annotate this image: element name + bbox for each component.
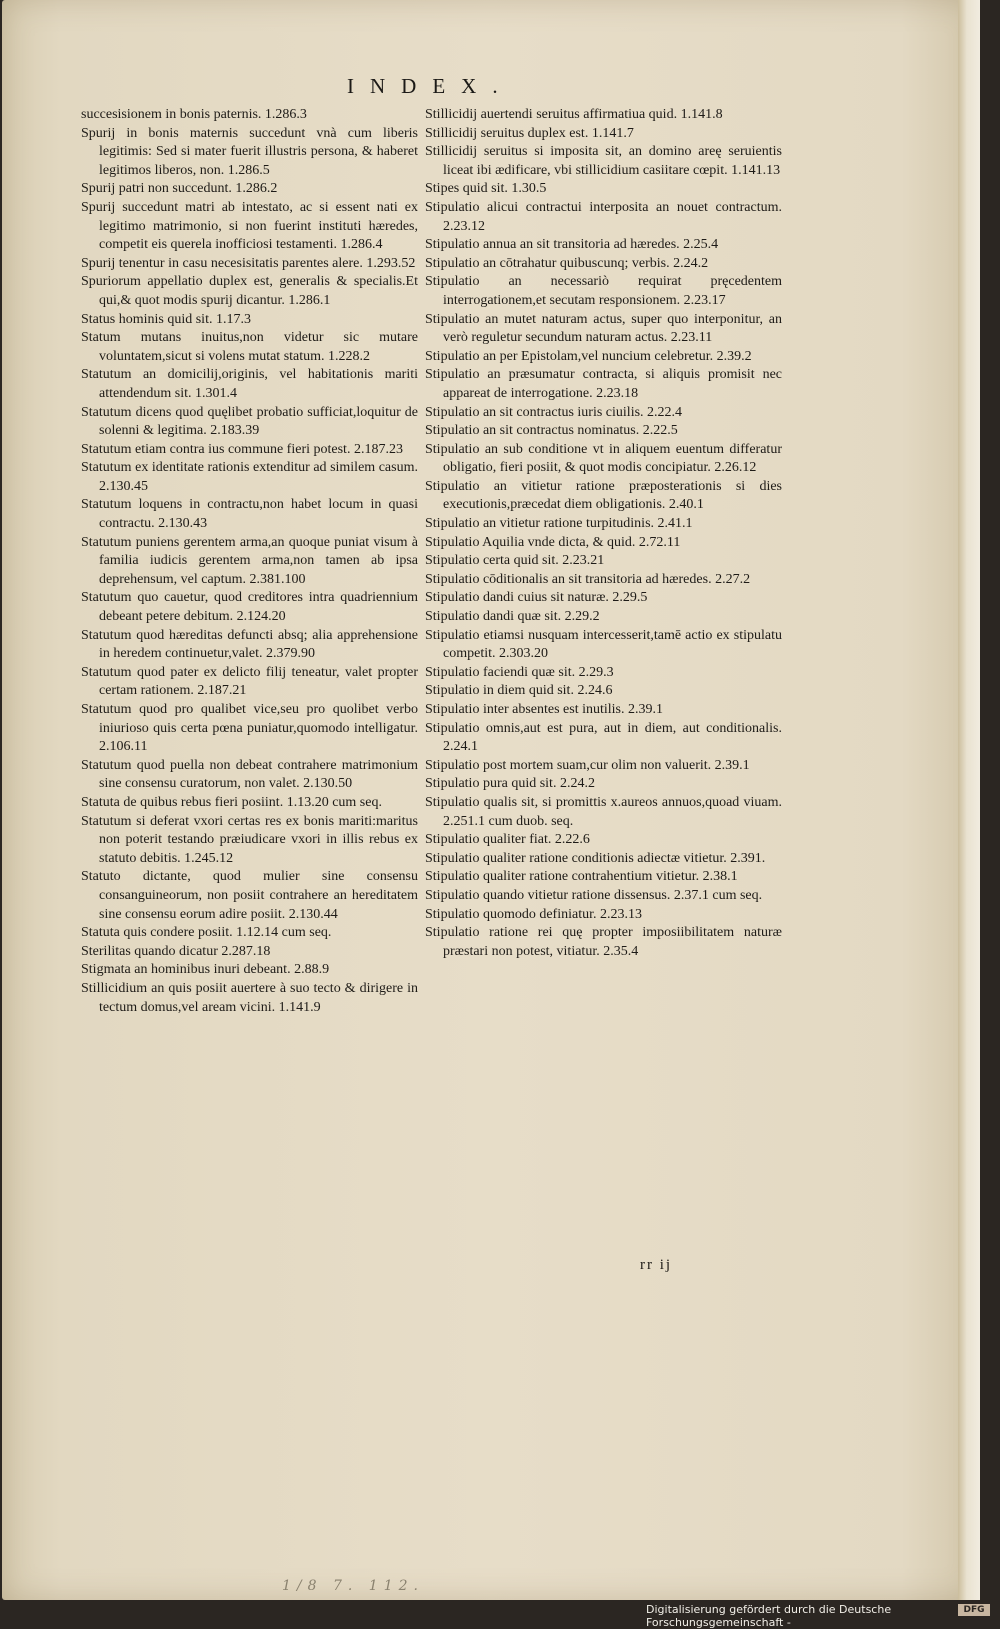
index-entry: Stipulatio Aquilia vnde dicta, & quid. 2.72.11 (425, 534, 681, 550)
index-entry: Stipulatio post mortem suam,cur olim non valuerit. 2.39.1 (425, 757, 750, 773)
index-entry: Statuta de quibus rebus fieri posiint. 1.13.20 cum seq. (81, 794, 382, 810)
index-entry: Stillicidij seruitus duplex est. 1.141.7 (425, 125, 634, 141)
index-entry: Statutum dicens quod quęlibet probatio sufficiat,loquitur de solenni & legitima. 2.183.39 (81, 404, 418, 439)
index-entry: Stipulatio an mutet naturam actus, super quo interponitur, an verò reguletur secundum naturam actus. 2.23.11 (425, 311, 782, 346)
index-entry: Statutum etiam contra ius commune fieri potest. 2.187.23 (81, 441, 403, 457)
index-entry: Statutum quod pro qualibet vice,seu pro quolibet verbo iniurioso quis certa pœna puniatur,quomodo intelligatur. 2.106.11 (81, 702, 418, 755)
digitization-credit: Digitalisierung gefördert durch die Deutsche Forschungsgemeinschaft - (646, 1603, 892, 1629)
index-entry: Stipulatio an necessariò requirat pręcedentem interrogationem,et secutam responsionem. 2.23.17 (425, 274, 782, 308)
index-entry: Stillicidij seruitus si imposita sit, an domino areę seruientis liceat ibi ædificare, vbi stillicidium casiitare cœpit. 1.141.13 (425, 144, 782, 178)
index-entry: Stipulatio qualiter fiat. 2.22.6 (425, 832, 590, 848)
index-entry: Statutum quod pater ex delicto filij teneatur, valet propter certam rationem. 2.187.21 (81, 664, 418, 699)
index-entry: Stillicidij auertendi seruitus affirmatiua quid. 1.141.8 (425, 107, 723, 122)
index-entry: Statutum loquens in contractu,non habet locum in quasi contractu. 2.130.43 (81, 497, 418, 532)
index-entry: Stipes quid sit. 1.30.5 (425, 181, 547, 197)
index-entry: Stipulatio an sub conditione vt in aliquem euentum differatur obligatio, fieri posiit, & quot modis concipiatur. 2.26.12 (425, 441, 782, 476)
index-entry: Stipulatio an præsumatur contracta, si aliquis promisit nec appareat de interrogatione. 2.23.18 (425, 367, 782, 401)
index-entry: Stipulatio certa quid sit. 2.23.21 (425, 553, 605, 569)
index-entry: Spuriorum appellatio duplex est, generalis & specialis.Et qui,& quot modis spurij dicantur. 1.286.1 (81, 274, 418, 308)
signature-mark: rr ij (640, 1257, 673, 1273)
index-entry: Stipulatio cōditionalis an sit transitoria ad hæredes. 2.27.2 (425, 571, 751, 587)
index-entry: Stipulatio dandi quæ sit. 2.29.2 (425, 609, 600, 625)
index-entry: Stipulatio qualiter ratione contrahentium vitietur. 2.38.1 (425, 869, 738, 885)
index-entry: Stipulatio alicui contractui interposita an nouet contractum. 2.23.12 (425, 199, 782, 234)
index-entry: Stigmata an hominibus inuri debeant. 2.88.9 (81, 962, 330, 978)
index-entry: Sterilitas quando dicatur 2.287.18 (81, 943, 271, 959)
index-entry: Spurij succedunt matri ab intestato, ac si essent nati ex legitimo matrimonio, si non fuerint instituti hæredes, competit eis querela inofficiosi testamenti. 1.286.4 (81, 199, 418, 253)
index-entry: Statutum si deferat vxori certas res ex bonis mariti:maritus non poterit testando præiudicare vxori in illis rebus ex statuto debitis. 1.245.12 (81, 813, 418, 866)
index-column-left (81, 106, 418, 1017)
index-entry: Stipulatio quomodo definiatur. 2.23.13 (425, 906, 642, 922)
index-entry: succesisionem in bonis paternis. 1.286.3 (81, 107, 307, 122)
index-entry: Stipulatio an sit contractus nominatus. 2.22.5 (425, 423, 678, 439)
index-entry: Stillicidium an quis posiit auertere à suo tecto & dirigere in tectum domus,vel aream vicini. 1.141.9 (81, 980, 418, 1015)
index-entry: Statutum puniens gerentem arma,an quoque puniat visum à familia iudicis gerentem arma,non tamen ab ipsa deprehensum, vel captum. 2.381.100 (81, 534, 418, 587)
index-entry: Stipulatio omnis,aut est pura, aut in diem, aut conditionalis. 2.24.1 (425, 720, 782, 755)
page-edge (958, 0, 980, 1600)
index-entry: Stipulatio an vitietur ratione turpitudinis. 2.41.1 (425, 516, 693, 532)
index-entry: Stipulatio pura quid sit. 2.24.2 (425, 776, 595, 792)
index-entry: Statutum an domicilij,originis, vel habitationis mariti attendendum sit. 1.301.4 (81, 367, 418, 401)
pencil-annotation: 1/8 7. 112. (282, 1578, 424, 1594)
index-entry: Statutum quod puella non debeat contrahere matrimonium sine consensu curatorum, non valet. 2.130.50 (81, 757, 418, 792)
index-entry: Statutum ex identitate rationis extenditur ad similem casum. 2.130.45 (81, 460, 418, 494)
index-entry: Spurij in bonis maternis succedunt vnà cum liberis legitimis: Sed si mater fuerit illustris persona, & haberet legitimos liberos, non. 1.286.5 (81, 125, 418, 178)
index-entry: Stipulatio qualis sit, si promittis x.aureos annuos,quoad viuam. 2.251.1 cum duob. seq. (425, 794, 782, 829)
index-entry: Stipulatio faciendi quæ sit. 2.29.3 (425, 664, 614, 680)
index-entry: Statuto dictante, quod mulier sine consensu consanguineorum, non posiit contrahere an hereditatem sine consensu eorum adire posiit. 2.130.44 (81, 869, 418, 922)
index-entry: Statutum quod hæreditas defuncti absq; alia apprehensione in heredem continuetur,valet. 2.379.90 (81, 627, 418, 662)
index-entry: Stipulatio in diem quid sit. 2.24.6 (425, 683, 613, 699)
index-entry: Statutum quo cauetur, quod creditores intra quadriennium debeant petere debitum. 2.124.20 (81, 590, 418, 625)
index-entry: Stipulatio an per Epistolam,vel nuncium celebretur. 2.39.2 (425, 348, 752, 364)
index-entry: Statuta quis condere posiit. 1.12.14 cum seq. (81, 925, 332, 941)
index-entry: Stipulatio ratione rei quę propter imposiibilitatem naturæ præstari non potest, vitiatur. 2.35.4 (425, 925, 782, 959)
index-entry: Stipulatio inter absentes est inutilis. 2.39.1 (425, 702, 663, 717)
page-title: INDEX. (347, 74, 514, 98)
index-entry: Statum mutans inuitus,non videtur sic mutare voluntatem,sicut si volens mutat statum. 1.228.2 (81, 330, 418, 364)
index-entry: Status hominis quid sit. 1.17.3 (81, 311, 251, 327)
index-entry: Stipulatio etiamsi nusquam intercesserit,tamē actio ex stipulatu competit. 2.303.20 (425, 627, 782, 662)
index-entry: Stipulatio dandi cuius sit naturæ. 2.29.5 (425, 590, 648, 606)
index-entry: Spurij patri non succedunt. 1.286.2 (81, 181, 278, 197)
index-column-right (425, 106, 782, 961)
index-entry: Stipulatio quando vitietur ratione dissensus. 2.37.1 cum seq. (425, 887, 763, 903)
index-entry: Stipulatio an cōtrahatur quibuscunq; verbis. 2.24.2 (425, 255, 709, 271)
index-entry: Stipulatio an vitietur ratione præposterationis si dies executionis,præcedat diem obligationis. 2.40.1 (425, 478, 782, 513)
index-entry: Stipulatio an sit contractus iuris ciuilis. 2.22.4 (425, 404, 683, 420)
index-entry: Spurij tenentur in casu necesisitatis parentes alere. 1.293.52 (81, 255, 416, 271)
index-entry: Stipulatio annua an sit transitoria ad hæredes. 2.25.4 (425, 237, 719, 253)
index-entry: Stipulatio qualiter ratione conditionis adiectæ vitietur. 2.391. (425, 850, 766, 866)
dfg-logo: DFG (958, 1604, 990, 1616)
book-page (2, 0, 980, 1600)
